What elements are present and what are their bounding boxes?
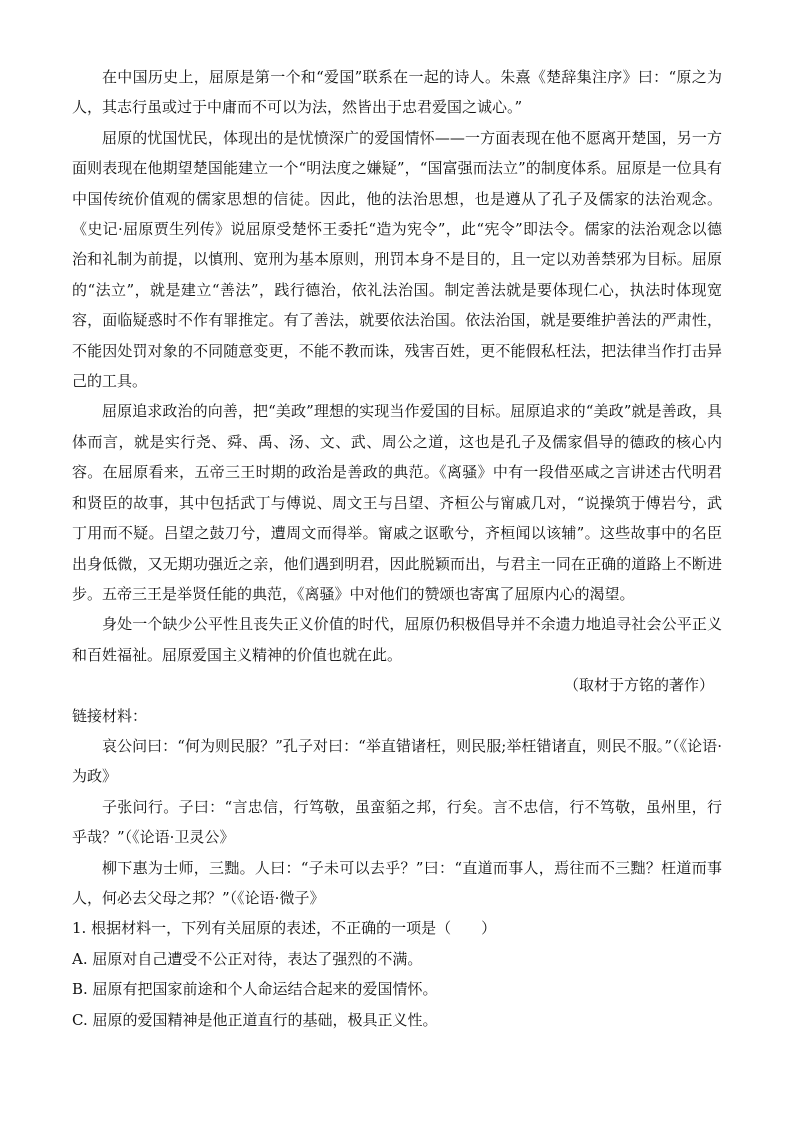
document-page xyxy=(72,62,722,1035)
option-a: A. 屈原对自己遭受不公正对待，表达了强烈的不满。 xyxy=(72,949,423,968)
link-material-label: 链接材料： xyxy=(72,706,148,725)
paragraph-intro: 在中国历史上，屈原是第一个和“爱国”联系在一起的诗人。朱熹《楚辞集注序》曰：“原之为人，其志行虽或过于中庸而不可以为法，然皆出于忠君爱国之诚心。” xyxy=(72,68,722,117)
link-paragraph-weizi: 柳下惠为士师，三黜。人曰：“子未可以去乎？”曰：“直道而事人，焉往而不三黜？枉道而事人，何必去父母之邦？”（《论语·微子》 xyxy=(72,858,722,907)
paragraph-good-governance: 屈原追求政治的向善，把“美政”理想的实现当作爱国的目标。屈原追求的“美政”就是善政，具体而言，就是实行尧、舜、禹、汤、文、武、周公之道，这也是孔子及儒家倡导的德政的核心内容。在屈原看来，五帝三王时期的政治是善政的典范。《离骚》中有一段借巫咸之言讲述古代明君和贤臣的故事，其中包括武丁与傅说、周文王与吕望、齐桓公与甯戚几对，“说操筑于傅岩兮，武丁用而不疑。吕望之鼓刀兮，遭周文而得举。甯戚之讴歌兮，齐桓闻以该辅”。这些故事中的名臣出身低微，又无期功强近之亲，他们遇到明君，因此脱颖而出，与君主一同在正确的道路上不断进步。五帝三王是举贤任能的典范，《离骚》中对他们的赞颂也寄寓了屈原内心的渴望。 xyxy=(72,402,722,603)
link-paragraph-weizheng: 哀公问曰：“何为则民服？”孔子对曰：“举直错诸枉，则民服;举枉错诸直，则民不服。”（《论语·为政》 xyxy=(72,736,722,786)
paragraph-rule-of-law: 屈原的忧国忧民，体现出的是忧愤深广的爱国情怀——一方面表现在他不愿离开楚国，另一方面则表现在他期望楚国能建立一个“明法度之嫌疑”，“国富强而法立”的制度体系。屈原是一位具有中国传统价值观的儒家思想的信徒。因此，他的法治思想，也是遵从了孔子及儒家的法治观念。《史记·屈原贾生列传》说屈原受楚怀王委托“造为宪令”，此“宪令”即法令。儒家的法治观念以德治和礼制为前提，以慎刑、宽刑为基本原则，刑罚本身不是目的，且一定以劝善禁邪为目标。屈原的“法立”，就是建立“善法”，践行德治，依礼法治国。制定善法就是要体现仁心，执法时体现宽容，面临疑惑时不作有罪推定。有了善法，就要依法治国。依法治国，就是要维护善法的严肃性，不能因处罚对象的不同随意变更，不能不教而诛，残害百姓，更不能假私枉法，把法律当作打击异己的工具。 xyxy=(72,128,722,391)
question-stem: 1. 根据材料一，下列有关屈原的表述，不正确的一项是（ ） xyxy=(72,919,497,938)
option-b: B. 屈原有把国家前途和个人命运结合起来的爱国情怀。 xyxy=(72,980,438,999)
option-c: C. 屈原的爱国精神是他正道直行的基础，极具正义性。 xyxy=(72,1010,438,1029)
link-paragraph-weilinggong: 子张问行。子曰：“言忠信，行笃敬，虽蛮貊之邦，行矣。言不忠信，行不笃敬，虽州里，行乎哉？”（《论语·卫灵公》 xyxy=(72,797,722,847)
paragraph-conclusion: 身处一个缺少公平性且丧失正义价值的时代，屈原仍积极倡导并不余遗力地追寻社会公平正义和百姓福祉。屈原爱国主义精神的价值也就在此。 xyxy=(72,615,722,664)
source-attribution: （取材于方铭的著作） xyxy=(563,676,714,695)
